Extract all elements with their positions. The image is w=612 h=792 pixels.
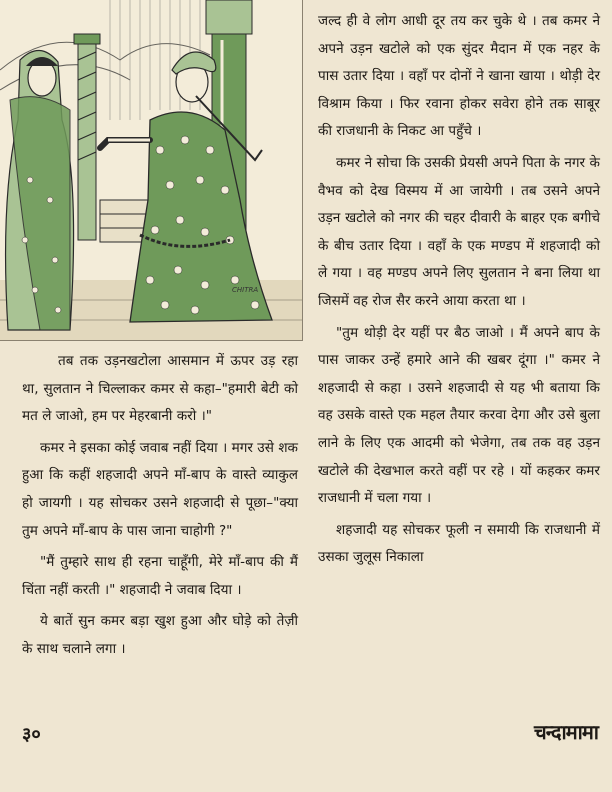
paragraph: "तुम थोड़ी देर यहीं पर बैठ जाओ । मैं अपने बाप के पास जाकर उन्हें हमारे आने की खबर दूंगा ।" कमर ने शहजादी से कहा । उसने शहजादी से यह भी बताया कि वह उसके वास्ते एक महल तैयार करवा देगा और उसे बुला लाने के लिए एक आदमी को भेजेगा, तब तक वह उड़न खटोले की देखभाल करते वहीं पर रहे । यों कहकर कमर राजधानी में चला गया । xyxy=(318,324,600,507)
paragraph: ये बातें सुन कमर बड़ा खुश हुआ और घोड़े को तेज़ी के साथ चलाने लगा । xyxy=(22,613,298,657)
artist-signature: CHITRA xyxy=(232,286,259,294)
right-column xyxy=(318,8,600,572)
paragraph: कमर ने सोचा कि उसकी प्रेयसी अपने पिता के नगर के वैभव को देख विस्मय में आ जायेगी । तब उसने अपने उड़न खटोले को नगर की चहर दीवारी के बाहर एक बगीचे के बीच उतार दिया । वहाँ के एक मण्डप में शहजादी को ले गया । वह मण्डप अपने लिए सुलतान ने बना लिया था जिसमें वह रोज सैर करने आया करता था । xyxy=(318,154,600,309)
paragraph: तब तक उड़नखटोला आसमान में ऊपर उड़ रहा था, सुलतान ने चिल्लाकर कमर से कहा–"हमारी बेटी को मत ले जाओ, हम पर मेहरबानी करो ।" xyxy=(22,353,298,425)
story-illustration xyxy=(0,0,303,341)
paragraph: "मैं तुम्हारे साथ ही रहना चाहूँगी, मेरे माँ-बाप की मैं चिंता नहीं करती ।" शहजादी ने जवाब दिया । xyxy=(22,554,298,598)
paragraph: कमर ने इसका कोई जवाब नहीं दिया । मगर उसे शक हुआ कि कहीं शहजादी अपने माँ-बाप के वास्ते व्याकुल हो जायगी । यह सोचकर उसने शहजादी से पूछा–"क्या तुम अपने माँ-बाप के पास जाना चाहोगी ?" xyxy=(22,439,298,539)
paragraph: शहजादी यह सोचकर फूली न समायी कि राजधानी में उसका जुलूस निकाला xyxy=(318,521,600,566)
pillar-left xyxy=(74,34,100,240)
page-number: ३० xyxy=(22,724,41,745)
paragraph: जल्द ही वे लोग आधी दूर तय कर चुके थे । तब कमर ने अपने उड़न खटोले को एक सुंदर मैदान में एक नहर के पास उतार दिया । वहाँ पर दोनों ने खाना खाया । थोड़ी देर विश्राम किया । फिर रवाना होकर सवेरा होने तक साबूर की राजधानी के निकट आ पहुँचे । xyxy=(318,13,600,140)
illustration-art xyxy=(0,0,302,340)
left-column xyxy=(22,348,298,664)
magazine-name: चन्दामामा xyxy=(534,720,598,744)
